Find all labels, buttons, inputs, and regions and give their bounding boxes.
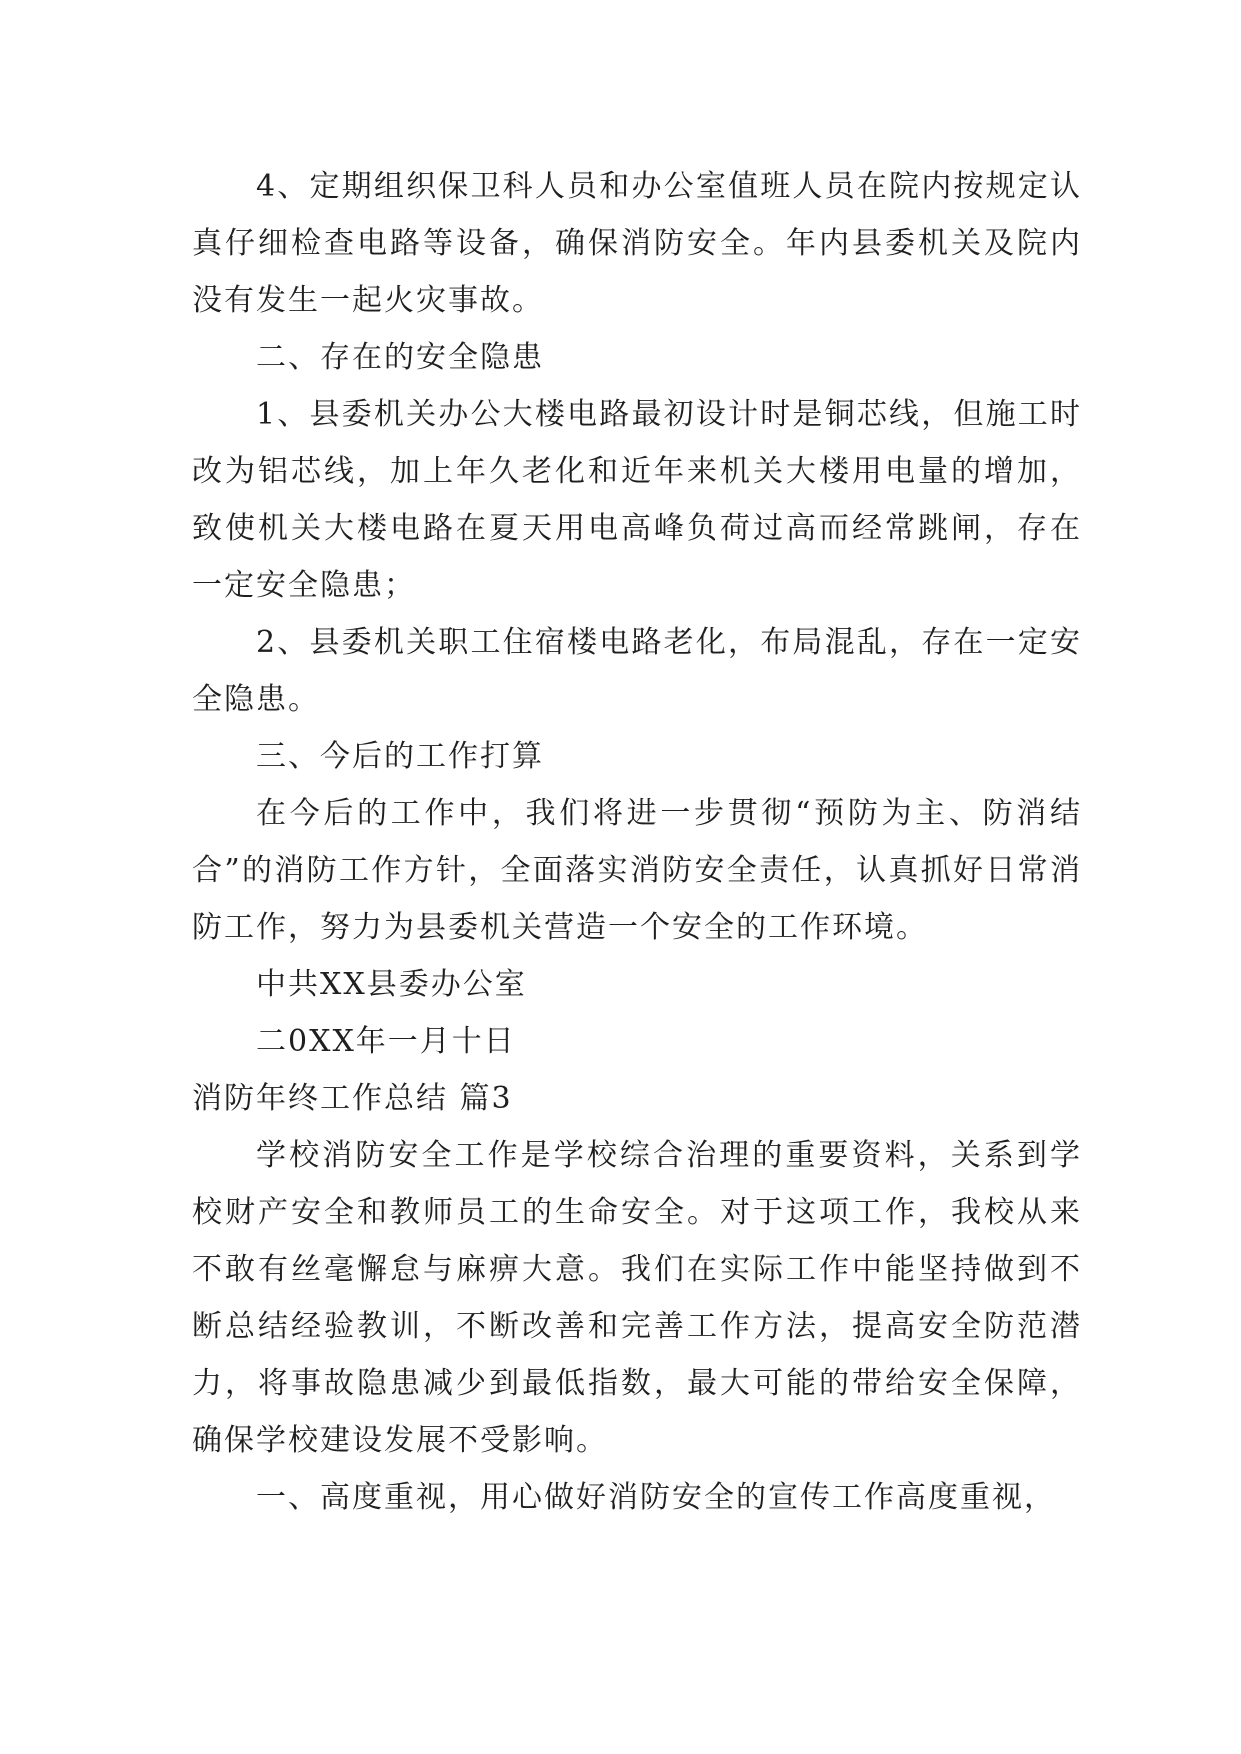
paragraph-hazard-2: 2、县委机关职工住宿楼电路老化，布局混乱，存在一定安全隐患。 [192,625,1082,717]
signature-date: 二0XX年一月十日 [256,1024,516,1059]
signature-organization: 中共XX县委办公室 [256,967,527,1002]
section-heading-publicity: 一、高度重视，用心做好消防安全的宣传工作高度重视， [256,1480,1056,1515]
paragraph-item-4-inspection: 4、定期组织保卫科人员和办公室值班人员在院内按规定认真仔细检查电路等设备，确保消防安全。年内县委机关及院内没有发生一起火灾事故。 [192,169,1082,318]
paragraph-future-plans: 在今后的工作中，我们将进一步贯彻“预防为主、防消结合”的消防工作方针，全面落实消防安全责任，认真抓好日常消防工作，努力为县委机关营造一个安全的工作环境。 [192,796,1082,945]
document-body [192,158,1082,1526]
section-heading-future-plans: 三、今后的工作打算 [256,739,544,774]
paragraph-hazard-1: 1、县委机关办公大楼电路最初设计时是铜芯线，但施工时改为铝芯线，加上年久老化和近年来机关大楼用电量的增加，致使机关大楼电路在夏天用电高峰负荷过高而经常跳闸，存在一定安全隐患； [192,397,1082,603]
article-title: 消防年终工作总结 篇3 [192,1081,513,1116]
paragraph-school-intro: 学校消防安全工作是学校综合治理的重要资料，关系到学校财产安全和教师员工的生命安全。对于这项工作，我校从来不敢有丝毫懈怠与麻痹大意。我们在实际工作中能坚持做到不断总结经验教训，不断改善和完善工作方法，提高安全防范潜力，将事故隐患减少到最低指数，最大可能的带给安全保障，确保学校建设发展不受影响。 [192,1138,1082,1458]
section-heading-hazards: 二、存在的安全隐患 [256,340,544,375]
